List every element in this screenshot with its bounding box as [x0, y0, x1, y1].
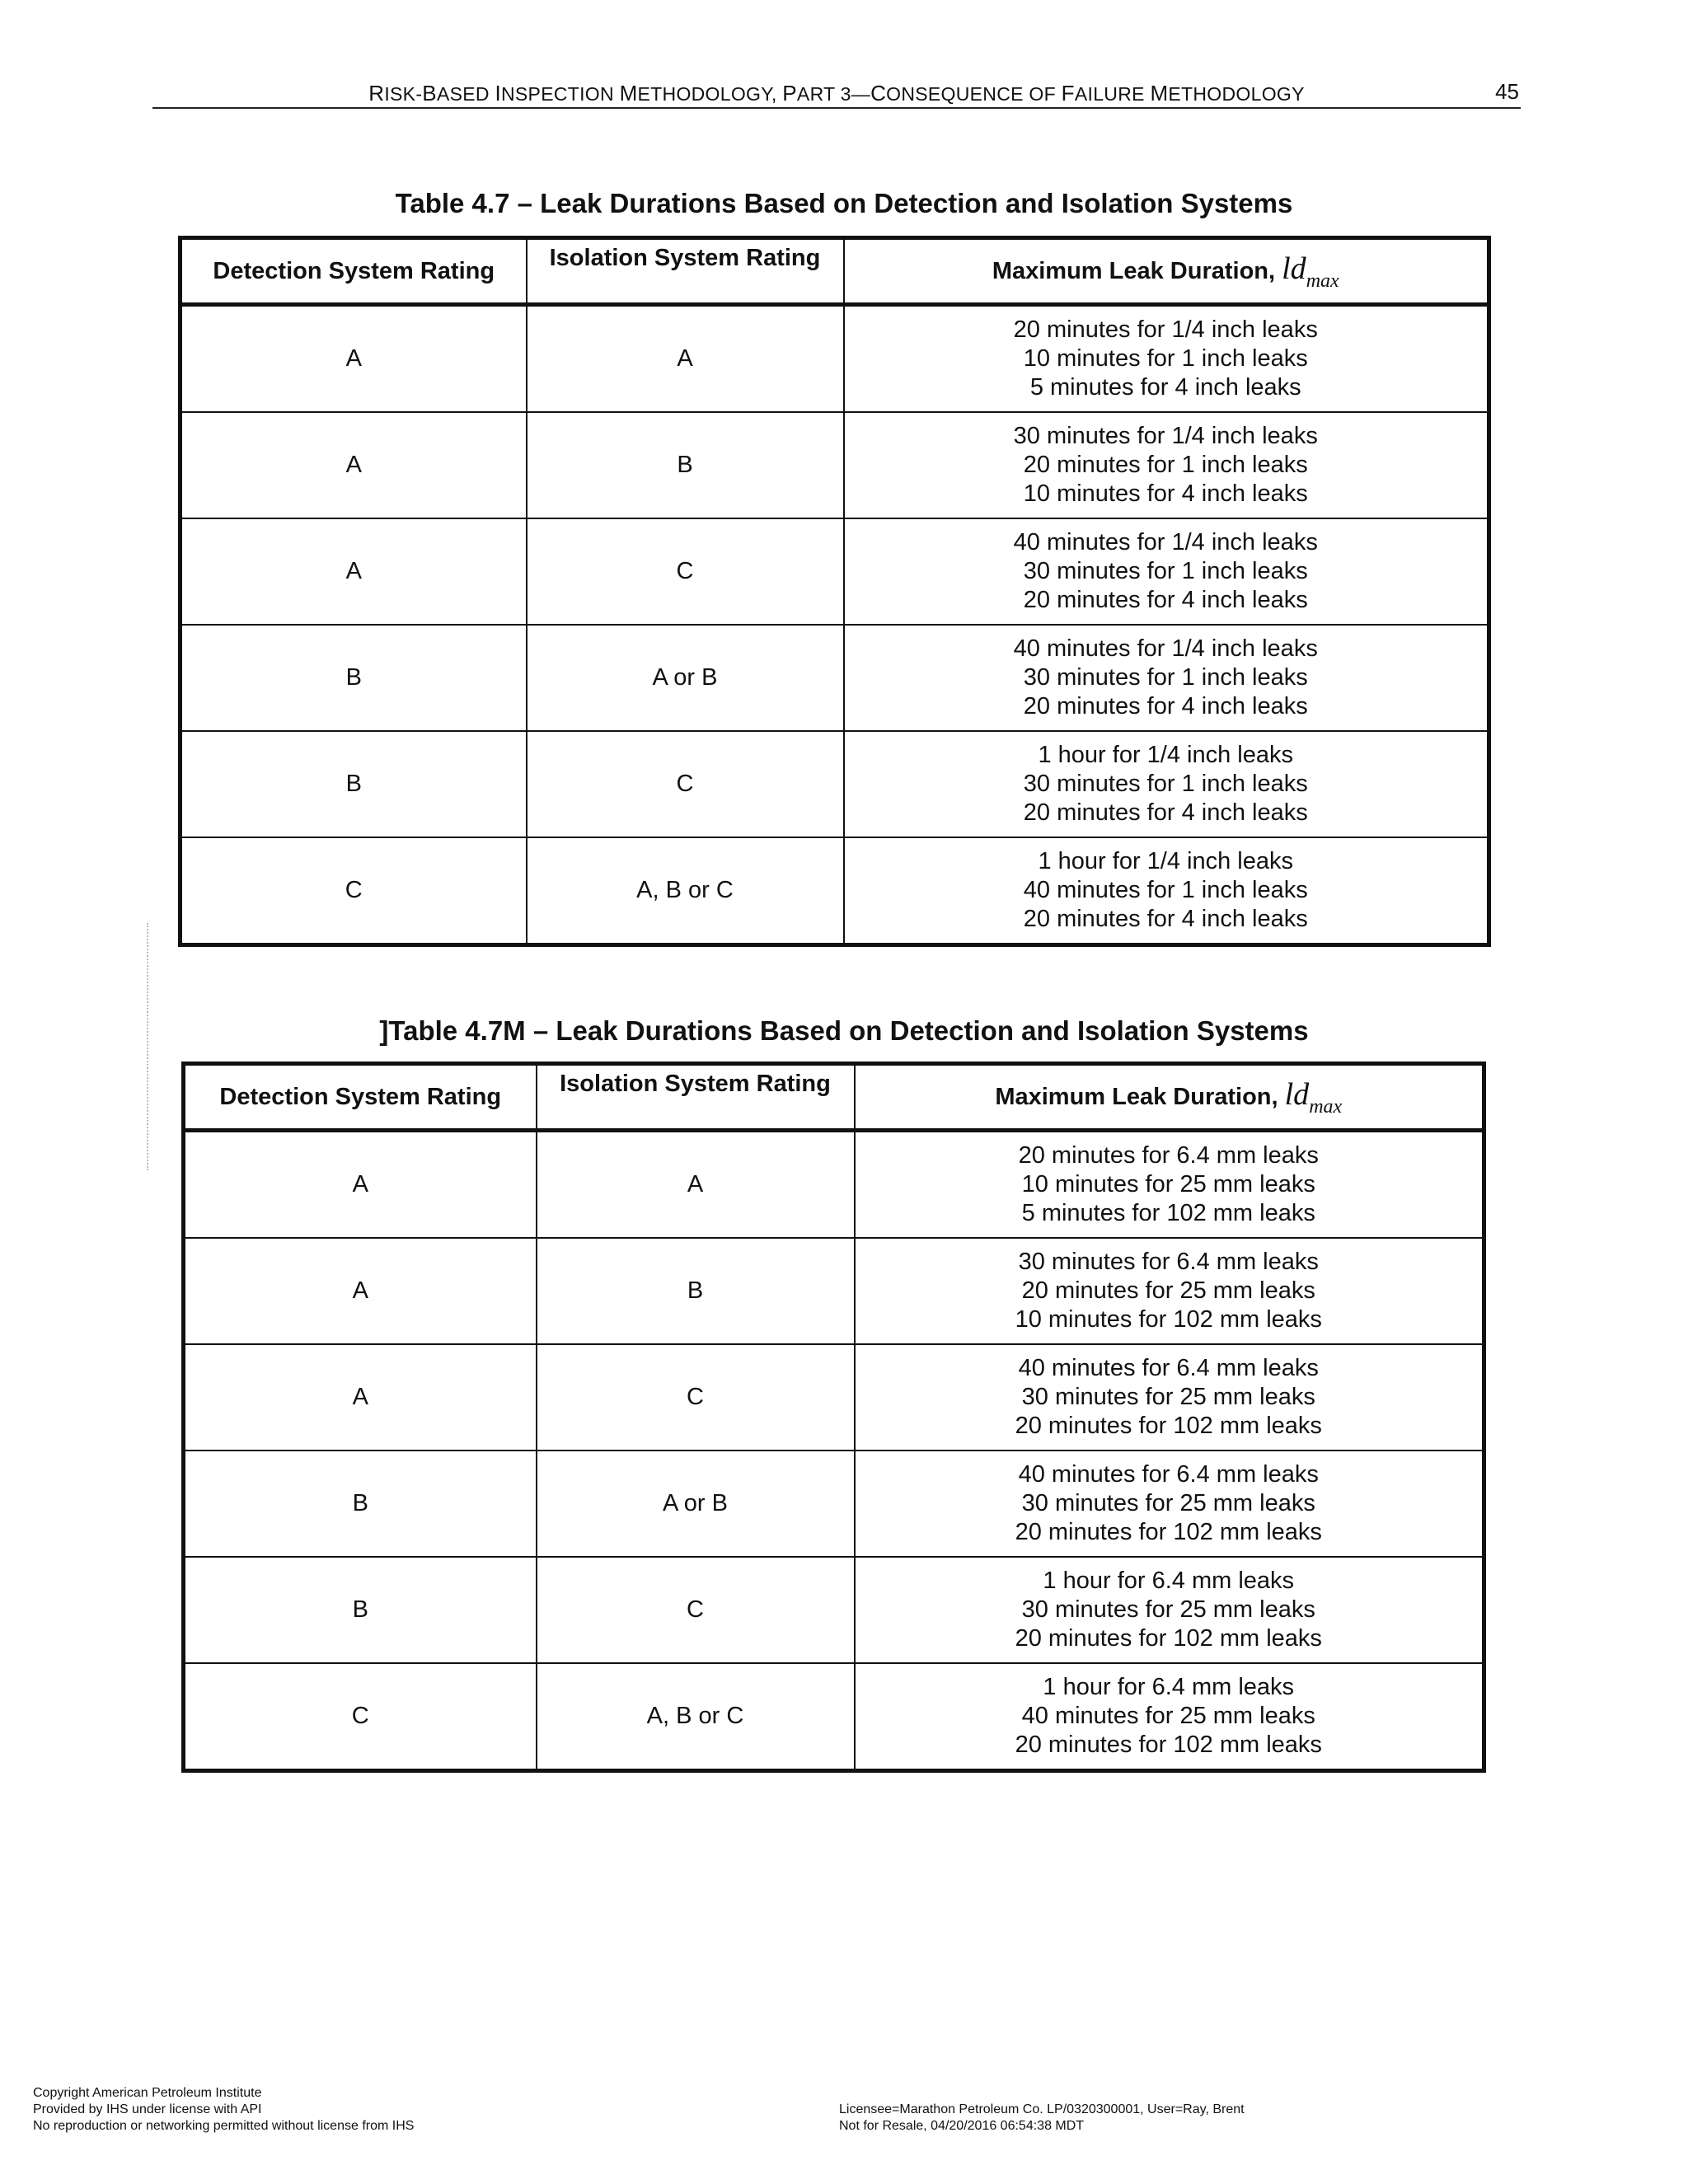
isolation-rating-cell: C [537, 1557, 855, 1663]
running-title-cap: R [368, 81, 385, 105]
duration-line: 30 minutes for 6.4 mm leaks [1018, 1249, 1319, 1275]
detection-rating-cell: A [184, 1131, 537, 1239]
duration-line: 20 minutes for 1 inch leaks [1023, 452, 1308, 478]
isolation-rating-cell: A or B [537, 1451, 855, 1557]
detection-rating-cell: A [181, 305, 527, 413]
max-leak-duration-cell [855, 1663, 1484, 1771]
duration-line: 20 minutes for 102 mm leaks [1015, 1625, 1322, 1652]
duration-line: 20 minutes for 4 inch leaks [1023, 906, 1308, 932]
isolation-rating-cell: A, B or C [527, 837, 844, 945]
running-title-text: ETHODOLOGY [1168, 83, 1305, 105]
table-row [181, 837, 1489, 945]
column-header-duration [844, 238, 1489, 305]
duration-line: 20 minutes for 6.4 mm leaks [1018, 1142, 1319, 1169]
running-title-cap: P [782, 81, 797, 105]
duration-line: 30 minutes for 1/4 inch leaks [1013, 423, 1318, 449]
table-row [184, 1663, 1484, 1771]
running-title [152, 81, 1521, 106]
duration-line: 40 minutes for 25 mm leaks [1021, 1703, 1315, 1729]
duration-line: 20 minutes for 4 inch leaks [1023, 587, 1308, 613]
running-title-cap: M [619, 81, 638, 105]
running-title-text: ISK- [384, 83, 423, 105]
max-leak-duration-cell [844, 518, 1489, 625]
max-leak-duration-cell [844, 412, 1489, 518]
running-title-cap: C [870, 81, 887, 105]
running-header [152, 79, 1521, 109]
duration-line: 20 minutes for 1/4 inch leaks [1013, 316, 1318, 343]
footer-licensee [839, 2102, 1245, 2135]
table-4-7 [178, 236, 1491, 947]
isolation-rating-cell: C [537, 1344, 855, 1451]
table-row [184, 1451, 1484, 1557]
duration-line: 30 minutes for 25 mm leaks [1021, 1384, 1315, 1410]
footer-line: Provided by IHS under license with API [33, 2102, 262, 2116]
duration-line: 20 minutes for 102 mm leaks [1015, 1732, 1322, 1758]
duration-line: 20 minutes for 4 inch leaks [1023, 799, 1308, 826]
table-row [181, 625, 1489, 731]
column-header-isolation: Isolation System Rating [537, 1064, 855, 1131]
isolation-rating-cell: A [527, 305, 844, 413]
column-header-isolation: Isolation System Rating [527, 238, 844, 305]
detection-rating-cell: C [181, 837, 527, 945]
duration-line: 10 minutes for 102 mm leaks [1015, 1306, 1322, 1333]
table-4-7m [181, 1062, 1486, 1773]
column-header-duration [855, 1064, 1484, 1131]
detection-rating-cell: B [181, 731, 527, 837]
duration-line: 10 minutes for 4 inch leaks [1023, 480, 1308, 507]
footer-line: Not for Resale, 04/20/2016 06:54:38 MDT [839, 2119, 1085, 2133]
running-title-text: ART 3— [796, 83, 871, 105]
duration-line: 40 minutes for 1/4 inch leaks [1013, 635, 1318, 662]
duration-line: 30 minutes for 1 inch leaks [1023, 664, 1308, 691]
max-leak-duration-cell [844, 625, 1489, 731]
duration-line: 30 minutes for 1 inch leaks [1023, 558, 1308, 584]
table-row [181, 412, 1489, 518]
ld-max-symbol: $ld_{max}$ [1284, 1076, 1343, 1118]
duration-line: 1 hour for 1/4 inch leaks [1038, 848, 1293, 874]
isolation-rating-cell: A or B [527, 625, 844, 731]
running-title-cap: I [495, 81, 501, 105]
table-row [181, 518, 1489, 625]
duration-line: 20 minutes for 4 inch leaks [1023, 693, 1308, 719]
footer-line: No reproduction or networking permitted without license from IHS [33, 2119, 415, 2133]
table-row [181, 305, 1489, 413]
duration-line: 40 minutes for 6.4 mm leaks [1018, 1355, 1319, 1381]
running-title-cap: M [1150, 81, 1169, 105]
table-row [184, 1131, 1484, 1239]
column-header-detection: Detection System Rating [181, 238, 527, 305]
table-row [184, 1238, 1484, 1344]
isolation-rating-cell: C [527, 731, 844, 837]
isolation-rating-cell: A, B or C [537, 1663, 855, 1771]
table-4-7-caption: Table 4.7 – Leak Durations Based on Detection and Isolation Systems [395, 188, 1293, 218]
isolation-rating-cell: C [527, 518, 844, 625]
table-row [181, 731, 1489, 837]
detection-rating-cell: A [184, 1344, 537, 1451]
duration-header-label: Maximum Leak Duration, [992, 257, 1282, 284]
duration-line: 30 minutes for 1 inch leaks [1023, 771, 1308, 797]
footer-line: Copyright American Petroleum Institute [33, 2086, 262, 2100]
isolation-rating-cell: B [527, 412, 844, 518]
column-header-detection: Detection System Rating [184, 1064, 537, 1131]
duration-line: 30 minutes for 25 mm leaks [1021, 1596, 1315, 1623]
detection-rating-cell: B [184, 1451, 537, 1557]
running-title-cap: F [1061, 81, 1075, 105]
detection-rating-cell: A [184, 1238, 537, 1344]
duration-line: 1 hour for 6.4 mm leaks [1043, 1568, 1295, 1594]
table-header-row [184, 1064, 1484, 1131]
running-title-text: ONSEQUENCE OF [886, 83, 1062, 105]
max-leak-duration-cell [855, 1344, 1484, 1451]
max-leak-duration-cell [844, 305, 1489, 413]
duration-line: 5 minutes for 4 inch leaks [1029, 374, 1301, 401]
duration-line: 40 minutes for 1 inch leaks [1023, 877, 1308, 903]
duration-line: 10 minutes for 1 inch leaks [1023, 345, 1308, 372]
max-leak-duration-cell [855, 1238, 1484, 1344]
duration-line: 40 minutes for 1/4 inch leaks [1013, 529, 1318, 555]
duration-line: 30 minutes for 25 mm leaks [1021, 1490, 1315, 1516]
isolation-rating-cell: B [537, 1238, 855, 1344]
detection-rating-cell: B [184, 1557, 537, 1663]
isolation-rating-cell: A [537, 1131, 855, 1239]
duration-line: 1 hour for 6.4 mm leaks [1043, 1674, 1295, 1700]
footer-copyright [33, 2085, 414, 2135]
detection-rating-cell: C [184, 1663, 537, 1771]
running-title-cap: B [422, 81, 437, 105]
detection-rating-cell: A [181, 412, 527, 518]
running-title-text: NSPECTION [501, 83, 620, 105]
duration-line: 20 minutes for 102 mm leaks [1015, 1413, 1322, 1439]
running-title-text: AILURE [1074, 83, 1151, 105]
margin-marks [147, 923, 153, 1170]
duration-line: 10 minutes for 25 mm leaks [1021, 1171, 1315, 1197]
detection-rating-cell: A [181, 518, 527, 625]
max-leak-duration-cell [844, 837, 1489, 945]
table-row [184, 1557, 1484, 1663]
duration-line: 1 hour for 1/4 inch leaks [1038, 742, 1293, 768]
detection-rating-cell: B [181, 625, 527, 731]
table-4-7m-caption: ]Table 4.7M – Leak Durations Based on Detection and Isolation Systems [379, 1015, 1309, 1046]
table-row [184, 1344, 1484, 1451]
table-header-row [181, 238, 1489, 305]
max-leak-duration-cell [855, 1131, 1484, 1239]
duration-line: 20 minutes for 102 mm leaks [1015, 1519, 1322, 1545]
duration-line: 20 minutes for 25 mm leaks [1021, 1277, 1315, 1304]
running-title-text: ASED [436, 83, 495, 105]
ld-max-symbol: $ld_{max}$ [1282, 251, 1339, 292]
running-title-text: ETHODOLOGY, [637, 83, 783, 105]
duration-line: 40 minutes for 6.4 mm leaks [1018, 1461, 1319, 1488]
duration-header-label: Maximum Leak Duration, [995, 1083, 1285, 1110]
max-leak-duration-cell [855, 1557, 1484, 1663]
max-leak-duration-cell [844, 731, 1489, 837]
footer-line: Licensee=Marathon Petroleum Co. LP/0320300001, User=Ray, Brent [839, 2102, 1245, 2116]
duration-line: 5 minutes for 102 mm leaks [1021, 1200, 1315, 1226]
page-number: 45 [1495, 79, 1519, 104]
max-leak-duration-cell [855, 1451, 1484, 1557]
